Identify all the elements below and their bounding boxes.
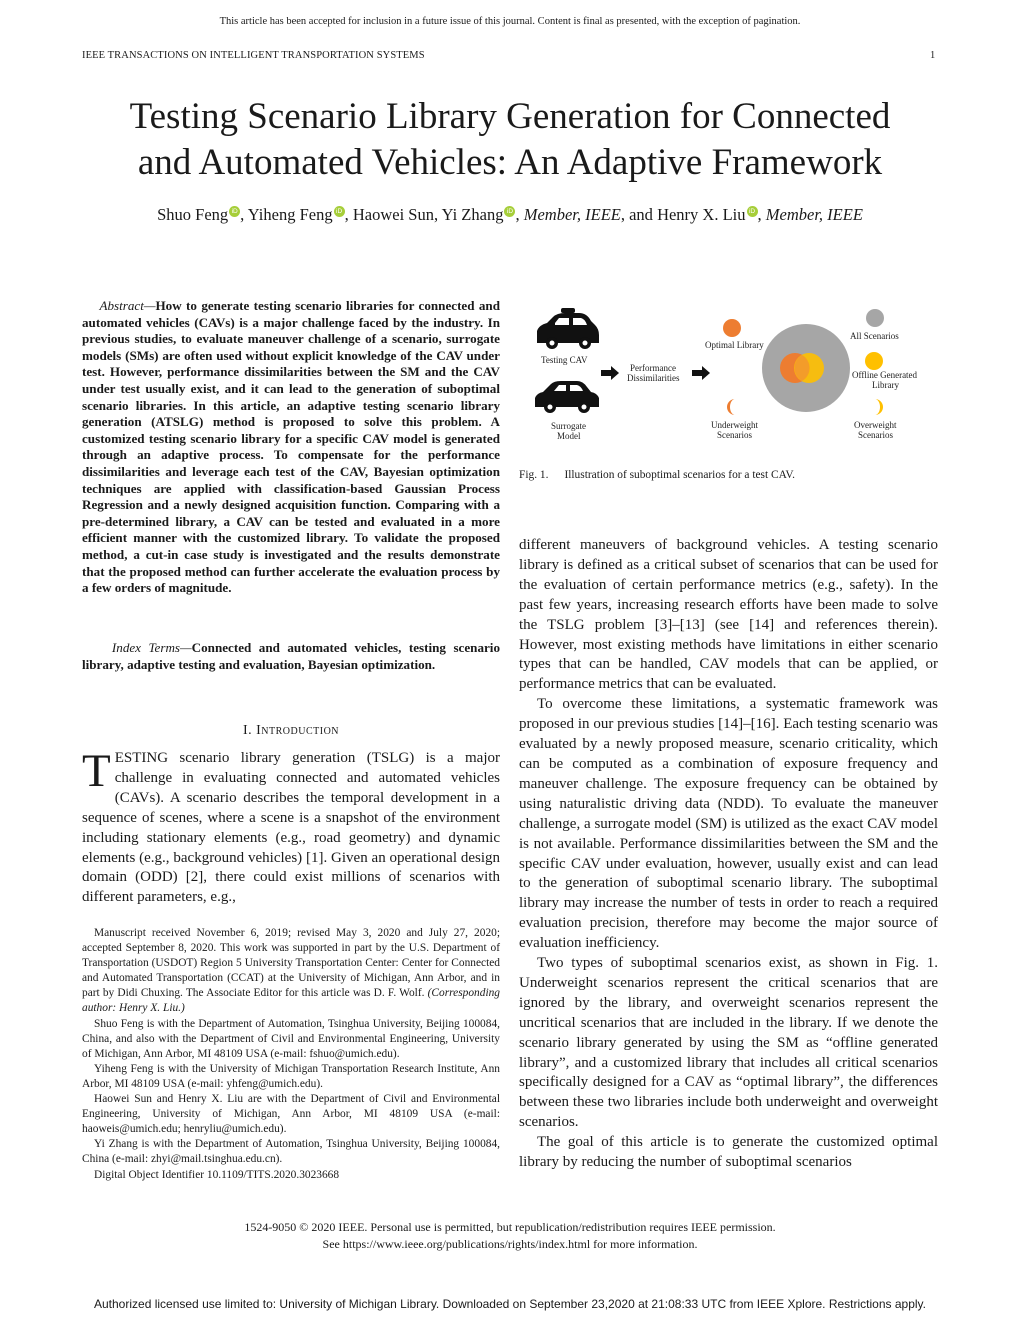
label-overweight-scenarios: Scenarios — [858, 430, 893, 440]
label-surrogate-model: Model — [557, 431, 581, 441]
author-separator: , — [344, 205, 353, 224]
label-testing-cav: Testing CAV — [541, 355, 588, 365]
paragraph: The goal of this article is to generate the customized optimal library by reducing the number of suboptimal scenarios — [519, 1134, 938, 1171]
footnote-doi: Digital Object Identifier 10.1109/TITS.2020.3023668 — [94, 1168, 340, 1181]
label-surrogate: Surrogate — [551, 421, 586, 431]
page-number: 1 — [930, 50, 936, 61]
offline-library-marker — [865, 352, 883, 370]
label-library: Library — [872, 380, 899, 390]
footnote-affiliation: Yi Zhang is with the Department of Automation, Tsinghua University, Beijing 100084, China (e-mail: zhyi@mail.tsinghua.edu.cn). — [82, 1138, 500, 1166]
footnote-affiliation: Shuo Feng is with the Department of Automation, Tsinghua University, Beijing 100084, China, and also with the Department of Civil and Environmental Engineering, University of Michigan, Ann Arbor, MI 48109 USA (e-mail: fshuo@umich.edu). — [82, 1017, 500, 1060]
optimal-library-marker — [723, 319, 741, 337]
paper-title — [60, 94, 960, 186]
title-line-1: Testing Scenario Library Generation for Connected — [129, 96, 891, 137]
author-separator: , and — [620, 205, 658, 224]
figure-caption-text: Illustration of suboptimal scenarios for a test CAV. — [564, 469, 795, 481]
right-column-text — [519, 536, 938, 1173]
section-heading — [82, 723, 500, 739]
journal-name: IEEE TRANSACTIONS ON INTELLIGENT TRANSPORTATION SYSTEMS — [82, 50, 425, 61]
abstract: Abstract—How to generate testing scenario libraries for connected and automated vehicles (CAVs) is a major challenge faced by the industry. In previous studies, to evaluate maneuver challenge of a scenario, surrogate models (SMs) are often used without explicit knowledge of the CAV under test. However, performance dissimilarities between the SM and the CAV under test usually exist, and it can lead to the generation of suboptimal scenario libraries. In this article, an adaptive testing scenario library generation (ATSLG) method is proposed to solve this problem. A customized testing scenario library for a specific CAV model is generated through an adaptive process. To compensate for the performance dissimilarities and leverage each test of the CAV, Bayesian optimization techniques are applied with classification-based Gaussian Process Regression and a newly designed acquisition function. Comparing with a pre-determined library, a CAV can be tested and evaluated in a more efficient manner with the customized library. To validate the proposed method, a cut-in case study is investigated and the results demonstrate that the proposed method can further accelerate the evaluation process by a few orders of magnitude. — [82, 298, 500, 596]
abstract-text: How to generate testing scenario libraries for connected and automated vehicles (CAVs) is a major challenge faced by the industry. In previous studies, to evaluate maneuver challenge of a scenario, surrogate models (SMs) are often used without explicit knowledge of the CAV under test. However, performance dissimilarities between the SM and the CAV under test usually exist, and it can lead to the generation of suboptimal scenario libraries. In this article, an adaptive testing scenario library generation (ATSLG) method is proposed to solve this problem. A customized testing scenario library for a specific CAV model is generated through an adaptive process. To compensate for the performance dissimilarities and leverage each test of the CAV, Bayesian optimization techniques are applied with classification-based Gaussian Process Regression and a newly designed acquisition function. Comparing with a pre-determined library, a CAV can be tested and evaluated in a more efficient manner with the customized library. To validate the proposed method, a cut-in case study is investigated and the results demonstrate that the proposed method can further accelerate the evaluation process by a few orders of magnitude. — [82, 298, 500, 596]
title-line-2: and Automated Vehicles: An Adaptive Framework — [137, 142, 883, 183]
author-name: Yiheng Feng — [247, 205, 333, 224]
abstract-label: Abstract — [99, 298, 144, 313]
author-name: Haowei Sun, Yi Zhang — [352, 205, 504, 224]
paragraph: To overcome these limitations, a systematic framework was proposed in our previous studies [14]–[16]. Each testing scenario was evaluated by a newly proposed measure, scenario criticality, which can be computed as a combination of exposure frequency and maneuver challenge. The exposure frequency can be obtained by using naturalistic driving data (NDD). To evaluate the maneuver challenge, a surrogate model (SM) is utilized as the exact CAV model is not available. Performance dissimilarities between the SM and the specific CAV under evaluation, however, usually exist and can lead to the generation of suboptimal scenario library. The suboptimal library may increase the number of tests in order to reach a required evaluation precision, therefore may become the major source of evaluation inefficiency. — [519, 696, 938, 952]
orcid-icon[interactable]: iD — [504, 206, 515, 217]
copyright-line-2: See https://www.ieee.org/publications/rights/index.html for more information. — [322, 1237, 698, 1251]
footnote-affiliation: Yiheng Feng is with the University of Michigan Transportation Research Institute, Ann Arbor, MI 48109 USA (e-mail: yhfeng@umich.edu). — [82, 1062, 500, 1090]
all-scenarios-marker — [866, 309, 884, 327]
figure-caption — [519, 469, 795, 481]
orcid-icon[interactable]: iD — [747, 206, 758, 217]
arrow-icon — [601, 366, 619, 380]
arrow-icon — [692, 366, 710, 380]
figure-label: Fig. 1. — [519, 469, 549, 481]
author-name: Henry X. Liu — [657, 205, 746, 224]
section-title: Introduction — [256, 723, 340, 738]
drop-cap: T — [82, 745, 111, 797]
orcid-icon[interactable]: iD — [229, 206, 240, 217]
index-terms-text: Connected and automated vehicles, testing scenario library, adaptive testing and evaluation, Bayesian optimization. — [82, 640, 500, 672]
label-performance: Performance — [630, 363, 676, 373]
index-terms: Index Terms—Connected and automated vehicles, testing scenario library, adaptive testing and evaluation, Bayesian optimization. — [82, 640, 500, 672]
author-role: Member, IEEE — [765, 205, 863, 224]
surrogate-model-icon — [535, 381, 599, 413]
section-number: I. — [242, 723, 253, 738]
label-all-scenarios: All Scenarios — [850, 331, 899, 341]
orcid-icon[interactable]: iD — [334, 206, 345, 217]
overweight-marker — [875, 399, 883, 415]
top-note: This article has been accepted for inclusion in a future issue of this journal. Content is final as presented, with the exception of pagination. — [219, 16, 801, 27]
copyright-notice — [0, 1219, 1020, 1253]
label-dissimilarities: Dissimilarities — [627, 373, 680, 383]
testing-cav-icon — [537, 308, 599, 349]
author-name: Shuo Feng — [157, 205, 229, 224]
underweight-marker — [727, 399, 735, 415]
author-list — [40, 205, 980, 225]
label-overweight: Overweight — [854, 420, 897, 430]
copyright-line-1: 1524-9050 © 2020 IEEE. Personal use is permitted, but republication/redistribution requires IEEE permission. — [244, 1220, 776, 1234]
footnotes — [82, 926, 500, 1183]
label-offline-generated: Offline Generated — [852, 370, 918, 380]
label-optimal-library: Optimal Library — [705, 340, 764, 350]
footnote-manuscript: Manuscript received November 6, 2019; revised May 3, 2020 and July 27, 2020; accepted September 8, 2020. This work was supported in part by the U.S. Department of Transportation (USDOT) Region 5 University Transportation Center: Center for Connected and Automated Transportation (CCAT) at the University of Michigan, Ann Arbor, and in part by Didi Chuxing. The Associate Editor for this article was D. F. Wolf. (Corresponding author: Henry X. Liu.) — [82, 927, 500, 1015]
intro-caps: ESTING — [114, 750, 169, 766]
figure-1 — [519, 295, 939, 455]
label-underweight-scenarios: Scenarios — [717, 430, 752, 440]
author-separator: , — [240, 205, 248, 224]
index-terms-label: Index Terms — [111, 640, 180, 655]
label-underweight: Underweight — [711, 420, 758, 430]
paragraph: different maneuvers of background vehicles. A testing scenario library is defined as a critical subset of scenarios that can be used for the evaluation of certain performance metrics (e.g., safety). In the past few years, increasing research efforts have been made to solve the TSLG problem [3]–[13] (see [14] and references therein). However, most existing methods have limitations in either scenario types that can be handled, CAV models that can be applied, or performance metrics that can be evaluated. — [519, 537, 938, 693]
intro-text: scenario library generation (TSLG) is a major challenge in evaluating connected and automated vehicles (CAVs). A scenario describes the temporal development in a sequence of scenes, where a scene is a snapshot of the environment including stationary elements (e.g., road geometry) and dynamic elements (e.g., background vehicles) [1]. Given an operational design domain (ODD) [2], there could exist millions of scenarios with different parameters, e.g., — [82, 750, 500, 906]
author-separator: , — [515, 205, 524, 224]
paragraph: Two types of suboptimal scenarios exist, as shown in Fig. 1. Underweight scenarios represent the critical scenarios that are ignored by the library, and overweight scenarios represent the uncritical scenarios that are included in the library. If we denote the scenario library generated by using the SM as “offline generated library”, and a customized library that includes all critical scenarios specifically designed for a CAV as “optimal library”, the differences between these two libraries include both underweight and overweight scenarios. — [519, 955, 938, 1131]
introduction-paragraph — [82, 745, 500, 908]
author-role: Member, IEEE — [523, 205, 621, 224]
footnote-affiliation: Haowei Sun and Henry X. Liu are with the Department of Civil and Environmental Engineering, University of Michigan, Ann Arbor, MI 48109 USA (e-mail: haoweis@umich.edu; henryliu@umich.edu). — [82, 1093, 500, 1136]
authorized-use-notice: Authorized licensed use limited to: University of Michigan Library. Downloaded on September 23,2020 at 21:08:33 UTC from IEEE Xplore. Restrictions apply. — [94, 1297, 926, 1311]
author-separator: , — [757, 205, 766, 224]
